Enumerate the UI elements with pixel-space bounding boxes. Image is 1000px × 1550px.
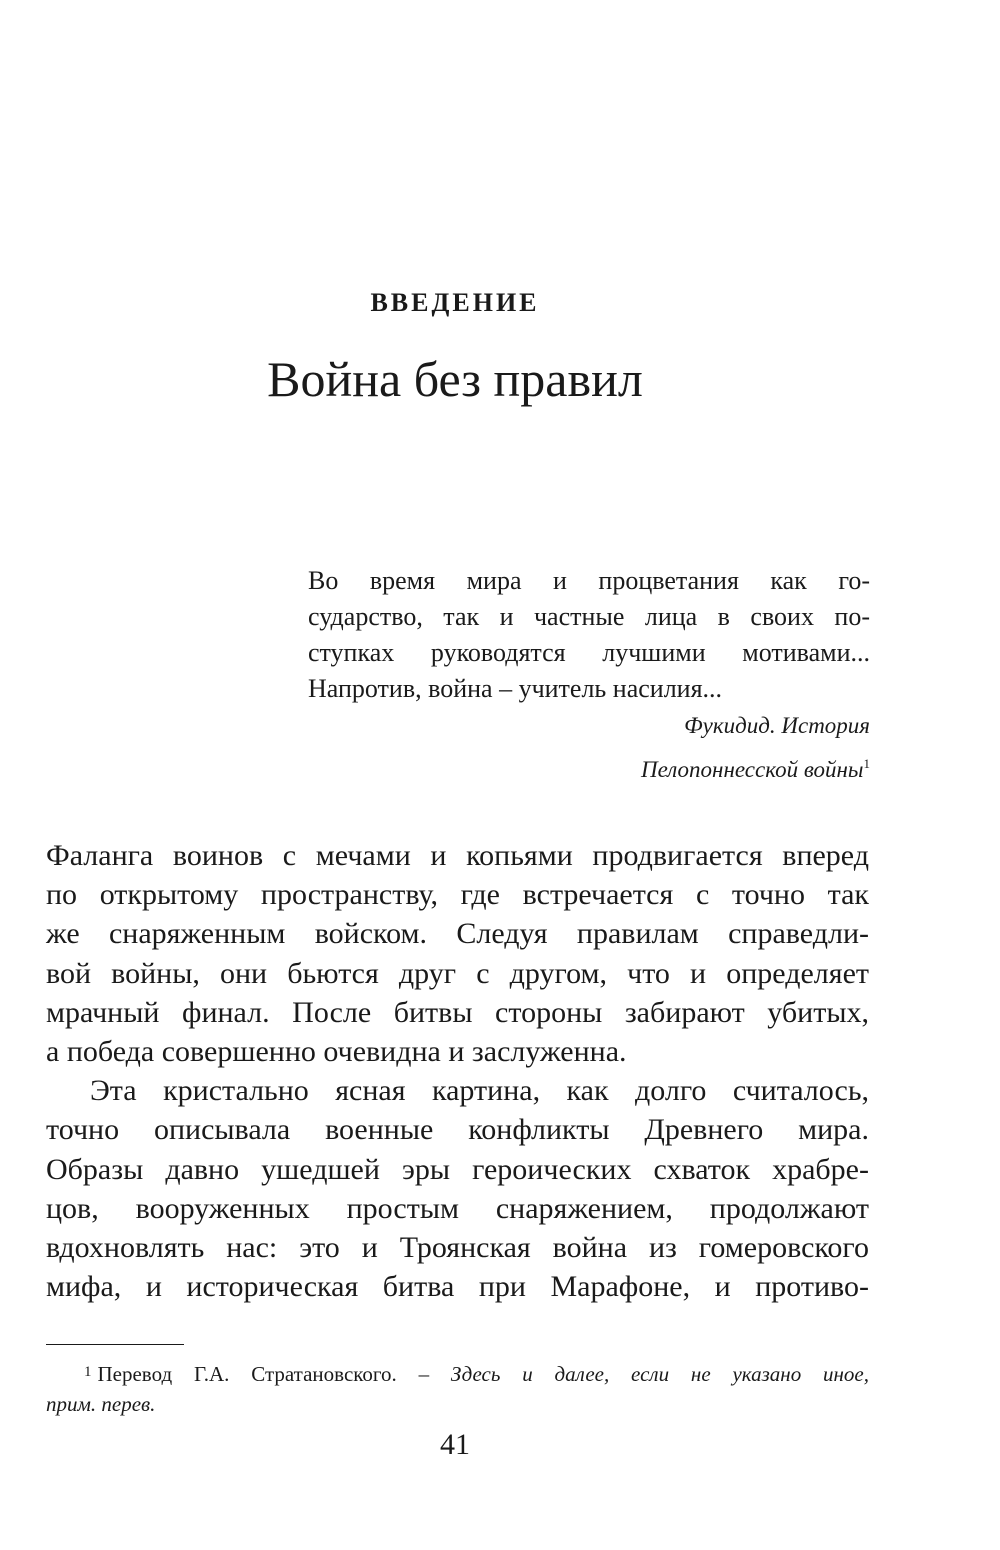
- text-line: Образы давно ушедшей эры героических схваток храбре-: [46, 1152, 869, 1186]
- text-line: вой войны, они бьются друг с другом, что и определяет: [46, 956, 869, 990]
- footnote-marker: 1: [84, 1364, 92, 1380]
- footnote-line-2: прим. перев.: [46, 1392, 156, 1416]
- text-line: по открытому пространству, где встречается с точно так: [46, 878, 869, 912]
- text-line: вдохновлять нас: это и Троянская война из гомеровского: [46, 1230, 869, 1264]
- footnote: [46, 1356, 869, 1420]
- epigraph-line: сударство, так и частные лица в своих по-: [308, 602, 870, 631]
- text-line: мрачный финал. После битвы стороны забирают убитых,: [46, 995, 869, 1029]
- epigraph-work-title: Пелопоннесской войны: [641, 757, 864, 782]
- section-label: ВВЕДЕНИЕ: [370, 288, 540, 317]
- chapter-title: Война без правил: [267, 351, 643, 407]
- epigraph-line: Во время мира и процветания как го-: [308, 566, 870, 595]
- footnote-line: [46, 1356, 869, 1388]
- text-line: Эта кристально ясная картина, как долго считалось,: [90, 1074, 869, 1108]
- footnote-italic-text: Здесь и далее, если не указано иное,: [450, 1362, 870, 1386]
- text-line: точно описывала военные конфликты Древнего мира.: [46, 1113, 869, 1147]
- paragraph-1: [46, 836, 869, 1071]
- footnote-separator: [46, 1344, 184, 1345]
- text-line: мифа, и историческая битва при Марафоне, и противо-: [46, 1270, 869, 1304]
- page-number: 41: [440, 1428, 470, 1461]
- footnote-reference[interactable]: 1: [863, 756, 870, 771]
- epigraph-attribution-work: [308, 745, 870, 783]
- body-text: [46, 836, 869, 1306]
- text-line: цов, вооруженных простым снаряжением, продолжают: [46, 1191, 869, 1225]
- text-line: а победа совершенно очевидна и заслуженна.: [46, 1034, 627, 1068]
- text-line: же снаряженным войском. Следуя правилам справедли-: [46, 917, 869, 951]
- text-line: Фаланга воинов с мечами и копьями продвигается вперед: [46, 839, 869, 872]
- epigraph: [308, 563, 870, 783]
- epigraph-line: ступках руководятся лучшими мотивами...: [308, 638, 870, 667]
- footnote-text: Перевод Г.А. Стратановского. –: [97, 1362, 430, 1386]
- paragraph-2: [46, 1071, 869, 1306]
- epigraph-attribution-author: Фукидид. История: [684, 713, 870, 738]
- epigraph-line: Напротив, война – учитель насилия...: [308, 674, 723, 703]
